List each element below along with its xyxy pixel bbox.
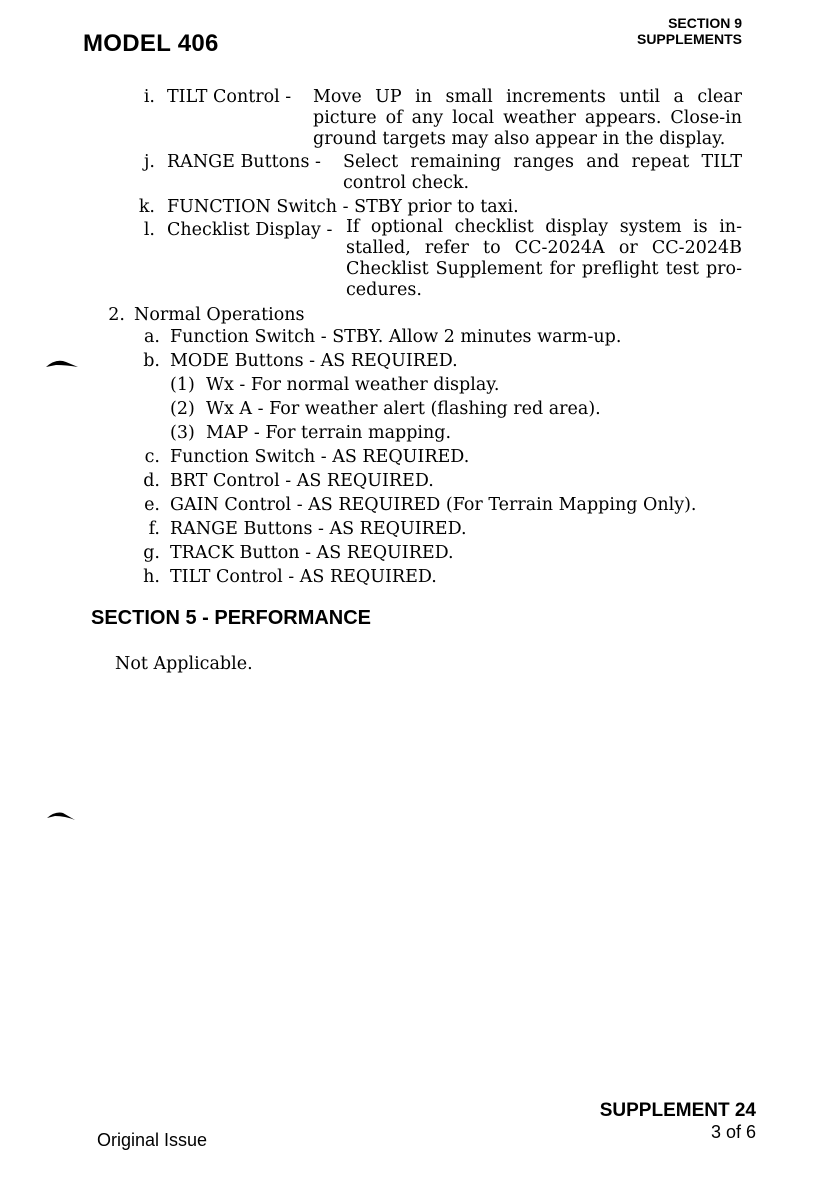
item-text: TRACK Button - AS REQUIRED. (170, 543, 454, 563)
item-label: c. (144, 447, 160, 467)
item-label: k. (138, 197, 155, 217)
item-text: Function Switch - AS REQUIRED. (170, 447, 470, 467)
revision-mark-icon (45, 808, 77, 822)
item-title: Checklist Display - (167, 220, 333, 240)
supplement-number: SUPPLEMENT 24 (599, 1100, 756, 1121)
item-line: picture of any local weather appears. Close-in (313, 108, 742, 128)
section-body: Not Applicable. (115, 654, 253, 674)
item-label: a. (144, 327, 160, 347)
item-label: d. (143, 471, 160, 491)
footer-page-info (600, 1100, 756, 1142)
subitem-text: Wx - For normal weather display. (206, 375, 500, 395)
item-text: RANGE Buttons - AS REQUIRED. (170, 519, 467, 539)
item-text: Function Switch - STBY. Allow 2 minutes warm-up. (170, 327, 622, 347)
item-line: Move UP in small increments until a clear (313, 87, 742, 107)
subitem-text: MAP - For terrain mapping. (206, 423, 452, 443)
item-line: stalled, refer to CC-2024A or CC-2024B (346, 238, 742, 258)
item-label: l. (143, 220, 155, 240)
section-header (637, 15, 742, 47)
item-line: cedures. (346, 280, 422, 300)
revision-mark-icon (44, 356, 80, 370)
model-title: MODEL 406 (83, 30, 219, 57)
subsection-label: SUPPLEMENTS (636, 31, 742, 47)
item-title: TILT Control - (167, 87, 292, 107)
subitem-label: (3) (170, 423, 195, 443)
subitem-text: Wx A - For weather alert (flashing red area). (206, 399, 601, 419)
item-label: i. (143, 87, 155, 107)
item-label: e. (144, 495, 160, 515)
subitem-label: (2) (170, 399, 195, 419)
footer-issue: Original Issue (97, 1130, 208, 1150)
subitem-label: (1) (170, 375, 195, 395)
item-text: BRT Control - AS REQUIRED. (170, 471, 434, 491)
step-number: 2. (108, 305, 125, 325)
item-line: control check. (343, 173, 470, 193)
item-text: TILT Control - AS REQUIRED. (170, 567, 437, 587)
item-label: j. (144, 152, 155, 172)
item-title: FUNCTION Switch - STBY prior to taxi. (167, 197, 519, 217)
section-label: SECTION 9 (668, 15, 742, 31)
section-heading: SECTION 5 - PERFORMANCE (91, 607, 372, 629)
item-line: ground targets may also appear in the display. (313, 129, 726, 149)
item-line: Checklist Supplement for preflight test pro- (346, 259, 742, 279)
item-label: h. (143, 567, 160, 587)
page-number: 3 of 6 (710, 1122, 756, 1142)
item-line: Select remaining ranges and repeat TILT (343, 152, 742, 172)
item-text: MODE Buttons - AS REQUIRED. (170, 351, 458, 371)
item-label: f. (148, 519, 160, 539)
item-label: b. (143, 351, 160, 371)
item-line: If optional checklist display system is in- (346, 217, 742, 237)
item-title: RANGE Buttons - (167, 152, 321, 172)
step-title: Normal Operations (134, 305, 305, 325)
item-text: GAIN Control - AS REQUIRED (For Terrain Mapping Only). (170, 495, 697, 515)
item-label: g. (143, 543, 160, 563)
